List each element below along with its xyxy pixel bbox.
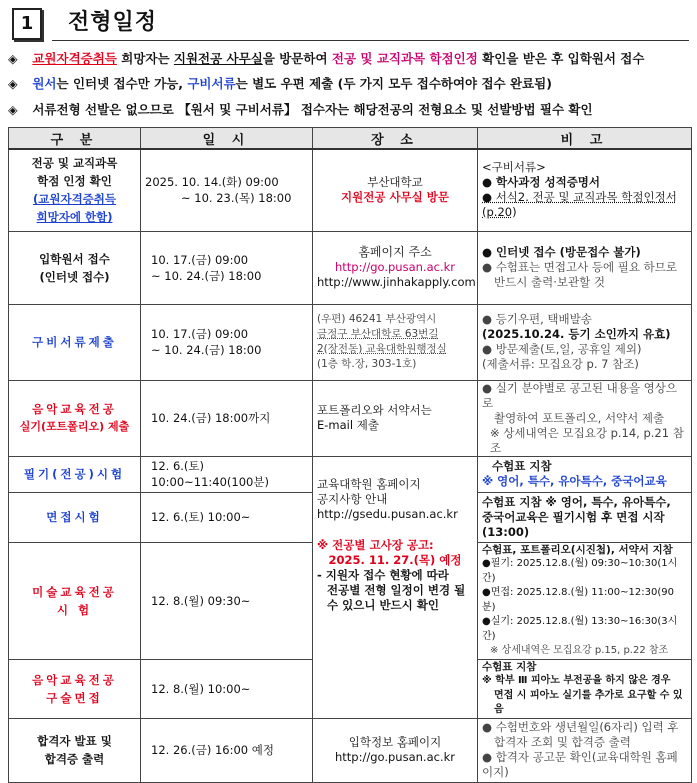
cell-line: 전공별 전형 일정이 변경 될	[327, 582, 466, 597]
cell-line: 음악교육전공	[32, 402, 117, 416]
gsedu-link[interactable]: http://gsedu.pusan.ac.kr	[317, 506, 458, 521]
cell-line: <구비서류>	[482, 160, 546, 175]
cell-line: 2(장전동) 교육대학원행정실	[317, 343, 447, 355]
row-place	[313, 231, 478, 304]
cell-line: ● 등기우편, 택배발송	[482, 312, 592, 326]
header-notes: 비 고	[478, 128, 692, 150]
cell-line: ● 방문제출(토,일, 공휴일 제외)	[482, 342, 642, 356]
cell-line: 입학정보 홈페이지	[348, 735, 442, 749]
cell-line: - 지원자 접수 현황에 따라	[317, 567, 449, 582]
cell-line: 12. 6.(토) 10:00~	[151, 510, 251, 524]
cell-line: ●면접: 2025.12.8.(월) 11:00~12:30(90분)	[482, 587, 674, 613]
row-notes	[478, 380, 692, 456]
table-header-row	[9, 128, 692, 150]
table-row	[9, 718, 692, 782]
cell-line: 홈페이지 주소	[358, 245, 432, 259]
bullet-text: 을 방문하여	[262, 51, 332, 66]
row-notes	[478, 659, 692, 718]
row-place	[313, 380, 478, 456]
table-row	[9, 231, 692, 304]
section-header	[8, 6, 689, 40]
row-date	[141, 380, 313, 456]
bullet-text: 지원전공 사무실	[173, 51, 263, 66]
cell-line: ~ 10. 24.(금) 18:00	[151, 343, 262, 357]
cell-line: ~ 10. 24.(금) 18:00	[151, 268, 262, 283]
cell-line: 공지사항 안내	[317, 491, 388, 506]
cell-line: 금정구 부산대학로 63번길	[317, 328, 439, 340]
cell-line: 입학원서 접수	[39, 251, 110, 266]
cell-line: 12. 6.(토)	[151, 459, 204, 473]
cell-line: 수 있으니 반드시 확인	[327, 597, 439, 612]
row-category	[9, 380, 141, 456]
cell-line: 구비서류제출	[32, 335, 117, 349]
row-category	[9, 659, 141, 718]
homepage-link[interactable]: http://go.pusan.ac.kr	[334, 260, 455, 274]
cell-line: 학점 인정 확인	[37, 174, 112, 189]
cell-line: 12. 8.(월) 10:00~	[151, 681, 251, 696]
row-date	[141, 718, 313, 782]
go-pusan-link[interactable]: http://go.pusan.ac.kr	[334, 750, 455, 764]
section-number: 1	[12, 8, 42, 40]
table-row	[9, 456, 692, 492]
bullet-text: 구비서류	[187, 76, 236, 91]
cell-line: 반드시 출력·보관할 것	[494, 275, 605, 289]
row-category	[9, 304, 141, 380]
cell-line: (교원자격증취득	[32, 192, 117, 207]
schedule-table	[8, 127, 692, 783]
cell-line: ● 수험표는 면접고사 등에 필요 하므로	[482, 260, 677, 274]
row-category	[9, 149, 141, 231]
cell-line: (인터넷 접수)	[39, 269, 110, 284]
title-underline	[52, 40, 689, 41]
cell-line: 필기(전공)시험	[23, 467, 126, 481]
row-place	[313, 149, 478, 231]
cell-line: 합격증 출력	[44, 752, 105, 766]
header-datetime: 일 시	[141, 128, 313, 150]
row-category	[9, 456, 141, 492]
row-place	[313, 304, 478, 380]
cell-line: ● 학사과정 성적증명서	[482, 175, 601, 190]
cell-line: ● 인터넷 접수 (방문접수 불가)	[482, 245, 641, 259]
cell-line: ● 합격자 공고문 확인(교육대학원 홈페이지)	[482, 750, 678, 779]
cell-line: 2025. 11. 27.(목) 예정	[328, 552, 462, 567]
notice-bullet-1	[8, 50, 693, 67]
cell-line: 수험표 지참	[482, 660, 537, 673]
cell-line: 전공 및 교직과목	[31, 156, 118, 171]
bullet-text: 전공 및 교직과목 학점인정	[331, 51, 478, 66]
cell-line: 수험표 지참 ※ 영어, 특수, 유아특수,	[482, 494, 671, 509]
cell-line: 수험표, 포트폴리오(시진첩), 서약서 지참	[482, 543, 673, 556]
table-row	[9, 149, 692, 231]
cell-line: 중국어교육은 필기시험 후 면접 시작(13:00)	[482, 509, 665, 539]
cell-line: ~ 10. 23.(목) 18:00	[181, 191, 292, 206]
cell-line: 면접시험	[46, 510, 103, 524]
cell-line: 실기(포트폴리오) 제출	[19, 420, 130, 433]
bullet-text: 희망자는	[116, 51, 174, 66]
section-title: 전형일정	[68, 10, 158, 35]
row-category	[9, 231, 141, 304]
cell-line: (1층 학.장, 303-1호)	[317, 358, 417, 370]
cell-line: ●필기: 2025.12.8.(월) 09:30~10:30(1시간)	[482, 558, 678, 584]
bullet-text: 는 별도 우편 제출 (두 가지 모두 접수하여야 접수 완료됨)	[235, 76, 552, 91]
row-place-merged	[313, 456, 478, 718]
jinhak-link[interactable]: http://www.jinhakapply.com	[317, 275, 476, 289]
cell-line: 12. 8.(월) 09:30~	[151, 593, 251, 608]
cell-line: 합격자 조회 및 합격증 출력	[494, 735, 631, 749]
cell-line: ※ 상세내역은 모집요강 p.14, p.21 참조	[490, 425, 684, 455]
row-date	[141, 456, 313, 492]
notice-bullet-2	[8, 75, 693, 92]
row-notes	[478, 304, 692, 380]
row-notes	[478, 542, 692, 659]
cell-line: 면접 시 피아노 실기를 추가로 요구할 수 있음	[494, 689, 683, 715]
row-date	[141, 304, 313, 380]
cell-line: 합격자 발표 및	[37, 734, 112, 748]
cell-line: ※ 학부 Ⅲ 피아노 부전공을 하지 않은 경우	[482, 675, 671, 686]
cell-line: 구술면접	[46, 690, 103, 705]
bullet-text: 확인을 받은 후 입학원서 접수	[477, 51, 645, 66]
cell-line: 미술교육전공	[32, 584, 117, 599]
cell-line: ● 실기 분야별로 공고된 내용을 영상으로	[482, 380, 677, 410]
row-date	[141, 149, 313, 231]
notice-bullet-3	[8, 101, 693, 118]
cell-line: ※ 상세내역은 모집요강 p.15, p.22 참조	[490, 645, 669, 656]
bullet-text: 는 인터넷 접수만 가능,	[56, 76, 188, 91]
cell-line: ※ 영어, 특수, 유아특수, 중국어교육	[482, 474, 667, 488]
cell-line: 촬영하여 포트폴리오, 서약서 제출	[494, 410, 665, 425]
row-date	[141, 231, 313, 304]
cell-line: 부산대학교	[367, 175, 423, 190]
cell-line: 10:00~11:40(100분)	[151, 475, 269, 489]
header-place: 장 소	[313, 128, 478, 150]
cell-line: 수험표 지참	[492, 459, 552, 473]
row-category	[9, 718, 141, 782]
cell-line: 희망자에 한함)	[36, 210, 113, 225]
cell-line: 포트폴리오와 서약서는	[317, 403, 432, 417]
diamond-bullet-icon: ◈	[8, 51, 18, 66]
row-date	[141, 542, 313, 659]
cell-line: 10. 17.(금) 09:00	[151, 252, 249, 267]
cell-line: ※ 전공별 고사장 공고:	[317, 537, 434, 552]
header-category: 구 분	[9, 128, 141, 150]
cell-line: ● 서식2. 전공 및 교직과목 학점인정서(p.20)	[482, 190, 677, 220]
cell-line: (2025.10.24. 등기 소인까지 유효)	[482, 327, 671, 341]
row-category	[9, 492, 141, 542]
cell-line: (제출서류: 모집요강 p. 7 참조)	[482, 357, 639, 371]
row-notes	[478, 231, 692, 304]
cell-line: 교육대학원 홈페이지	[317, 476, 421, 491]
cell-line: ● 수험번호와 생년월일(6자리) 입력 후	[482, 720, 679, 734]
cell-line: 음악교육전공	[32, 672, 117, 687]
diamond-bullet-icon: ◈	[8, 76, 18, 91]
cell-line: 10. 17.(금) 09:00	[151, 327, 249, 341]
bullet-text: 서류전형 선발은 없으므로 【원서 및 구비서류】 접수자는 해당전공의 전형요소 및 선발방법 필수 확인	[28, 102, 593, 117]
row-notes	[478, 718, 692, 782]
cell-line: 10. 24.(금) 18:00까지	[151, 411, 271, 425]
bullet-text: 교원자격증취득	[32, 51, 117, 66]
bullet-text: 원서	[32, 76, 57, 91]
cell-line: 시 험	[56, 602, 93, 617]
row-category	[9, 542, 141, 659]
diamond-bullet-icon: ◈	[8, 102, 18, 117]
row-date	[141, 659, 313, 718]
table-row	[9, 304, 692, 380]
row-place	[313, 718, 478, 782]
cell-line: (우편) 46241 부산광역시	[317, 313, 437, 325]
row-date	[141, 492, 313, 542]
table-row	[9, 380, 692, 456]
cell-line: 2025. 10. 14.(화) 09:00	[145, 175, 279, 190]
row-notes	[478, 492, 692, 542]
cell-line: E-mail 제출	[317, 418, 379, 432]
cell-line: 12. 26.(금) 16:00 예정	[151, 743, 274, 757]
cell-line: ●실기: 2025.12.8.(월) 13:30~16:30(3시간)	[482, 616, 678, 642]
row-notes	[478, 149, 692, 231]
row-notes	[478, 456, 692, 492]
cell-line: 지원전공 사무실 방문	[341, 190, 449, 205]
